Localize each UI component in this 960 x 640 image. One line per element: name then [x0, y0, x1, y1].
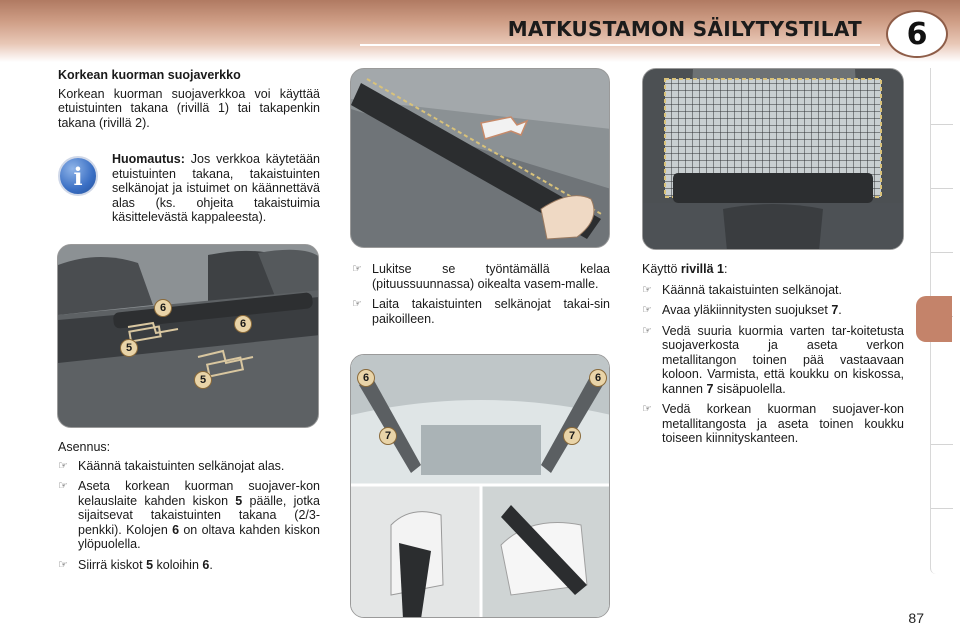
- right-list: [642, 283, 904, 446]
- part-number: 6: [172, 522, 180, 537]
- header-underline: [360, 44, 880, 46]
- callout-6: 6: [234, 315, 252, 333]
- rail-installation-illustration: [57, 244, 319, 428]
- part-number: 6: [202, 557, 210, 572]
- list-item-text: Siirrä kiskot: [78, 557, 147, 572]
- pointing-hand-icon: ☞: [58, 480, 68, 492]
- chapter-number-badge: 6: [886, 10, 948, 58]
- list-item-text: Avaa yläkiinnitysten suojukset: [662, 303, 832, 317]
- list-item: [642, 283, 904, 298]
- usage-heading: [642, 262, 904, 277]
- tab-divider: [931, 444, 953, 445]
- part-number: 7: [831, 303, 839, 317]
- list-item: [352, 297, 610, 326]
- usage-row: rivillä 1: [680, 262, 725, 276]
- list-item-text: on oltava kahden kiskon ylöpuolella.: [78, 522, 320, 551]
- installation-list: [58, 459, 320, 573]
- list-item-text: Laita takaistuinten selkänojat takai-sin paikoilleen.: [372, 297, 610, 326]
- part-number: 5: [146, 557, 154, 572]
- callout-5: 5: [194, 371, 212, 389]
- section-heading: Korkean kuorman suojaverkko: [58, 68, 241, 82]
- list-item: [352, 262, 610, 291]
- list-item: [58, 459, 320, 474]
- rail-installation-drawing: [58, 245, 319, 428]
- roof-anchor-illustration: [350, 354, 610, 618]
- tab-divider: [931, 252, 953, 253]
- list-item-text: sisäpuolella.: [713, 381, 786, 396]
- list-item: [642, 324, 904, 397]
- list-item-text: päälle, jotka sijaitsevat takaistuinten takana (2/3-penkki). Kolojen: [78, 493, 320, 537]
- part-number: 5: [235, 493, 243, 508]
- note-text: Jos verkkoa käytetään etuistuinten takana, takaistuinten selkänojat ja istuimet on käännettävä alas (ks. ohjeita takaistuimia käsittelevästä kappaleesta).: [112, 152, 320, 224]
- tab-divider: [931, 124, 953, 125]
- callout-7: 7: [563, 427, 581, 445]
- installation-title: Asennus:: [58, 440, 111, 454]
- list-item-text: Aseta korkean kuorman suojaver-kon kelauslaite kahden kiskon: [78, 479, 320, 508]
- middle-list: [352, 262, 610, 326]
- info-icon: i: [58, 156, 98, 196]
- pointing-hand-icon: ☞: [58, 459, 68, 472]
- pointing-hand-icon: ☞: [642, 324, 652, 337]
- list-item-text: koloihin: [153, 557, 203, 572]
- tab-divider: [931, 188, 953, 189]
- page-number: 87: [908, 610, 924, 626]
- middle-steps: [352, 262, 610, 332]
- list-item: [58, 558, 320, 573]
- roller-lock-drawing: [351, 69, 610, 248]
- usage-text: :: [724, 262, 728, 276]
- pointing-hand-icon: ☞: [642, 403, 652, 415]
- callout-6: 6: [357, 369, 375, 387]
- list-item-text: Lukitse se työntämällä kelaa (pituussuunnassa) oikealta vasem-malle.: [372, 262, 610, 291]
- roller-lock-illustration: [350, 68, 610, 248]
- list-item-text: Vedä suuria kuormia varten tar-koitetusta suojaverkosta ja aseta verkon metallitangon toinen pää vastaavaan koloon. Varmista, että koukku on kiskossa, kannen: [662, 323, 904, 396]
- pointing-hand-icon: ☞: [642, 304, 652, 316]
- callout-6: 6: [589, 369, 607, 387]
- roof-anchor-drawing: [351, 355, 610, 618]
- callout-6: 6: [154, 299, 172, 317]
- callout-5: 5: [120, 339, 138, 357]
- active-chapter-tab[interactable]: [916, 296, 952, 342]
- tab-divider: [931, 508, 953, 509]
- right-steps: [642, 262, 904, 452]
- callout-7: 7: [379, 427, 397, 445]
- list-item: [58, 479, 320, 552]
- note-label: Huomautus:: [112, 152, 185, 166]
- list-item: [642, 303, 904, 318]
- cargo-net-drawing: [643, 69, 904, 250]
- pointing-hand-icon: ☞: [352, 263, 362, 275]
- list-item-text: Käännä takaistuinten selkänojat.: [662, 282, 842, 297]
- chapter-title: MATKUSTAMON SÄILYTYSTILAT: [507, 17, 862, 41]
- note-box: [58, 152, 320, 225]
- list-item-text: .: [209, 557, 213, 572]
- part-number: 7: [706, 381, 714, 396]
- list-item-text: .: [838, 303, 842, 317]
- usage-text: Käyttö: [642, 262, 681, 276]
- pointing-hand-icon: ☞: [642, 283, 652, 296]
- left-column-intro: [58, 68, 320, 136]
- pointing-hand-icon: ☞: [352, 298, 362, 310]
- list-item-text: Vedä korkean kuorman suojaver-kon metallitangosta ja aseta toinen koukku toiseen kiinnityskanteen.: [662, 402, 904, 445]
- list-item-text: Käännä takaistuinten selkänojat alas.: [78, 458, 285, 473]
- cargo-net-illustration: [642, 68, 904, 250]
- list-item: [642, 402, 904, 446]
- installation-steps: [58, 440, 320, 578]
- pointing-hand-icon: ☞: [58, 558, 68, 571]
- intro-paragraph: Korkean kuorman suojaverkkoa voi käyttää etuistuinten takana (rivillä 1) tai takapenkin takana (rivillä 2).: [58, 86, 320, 130]
